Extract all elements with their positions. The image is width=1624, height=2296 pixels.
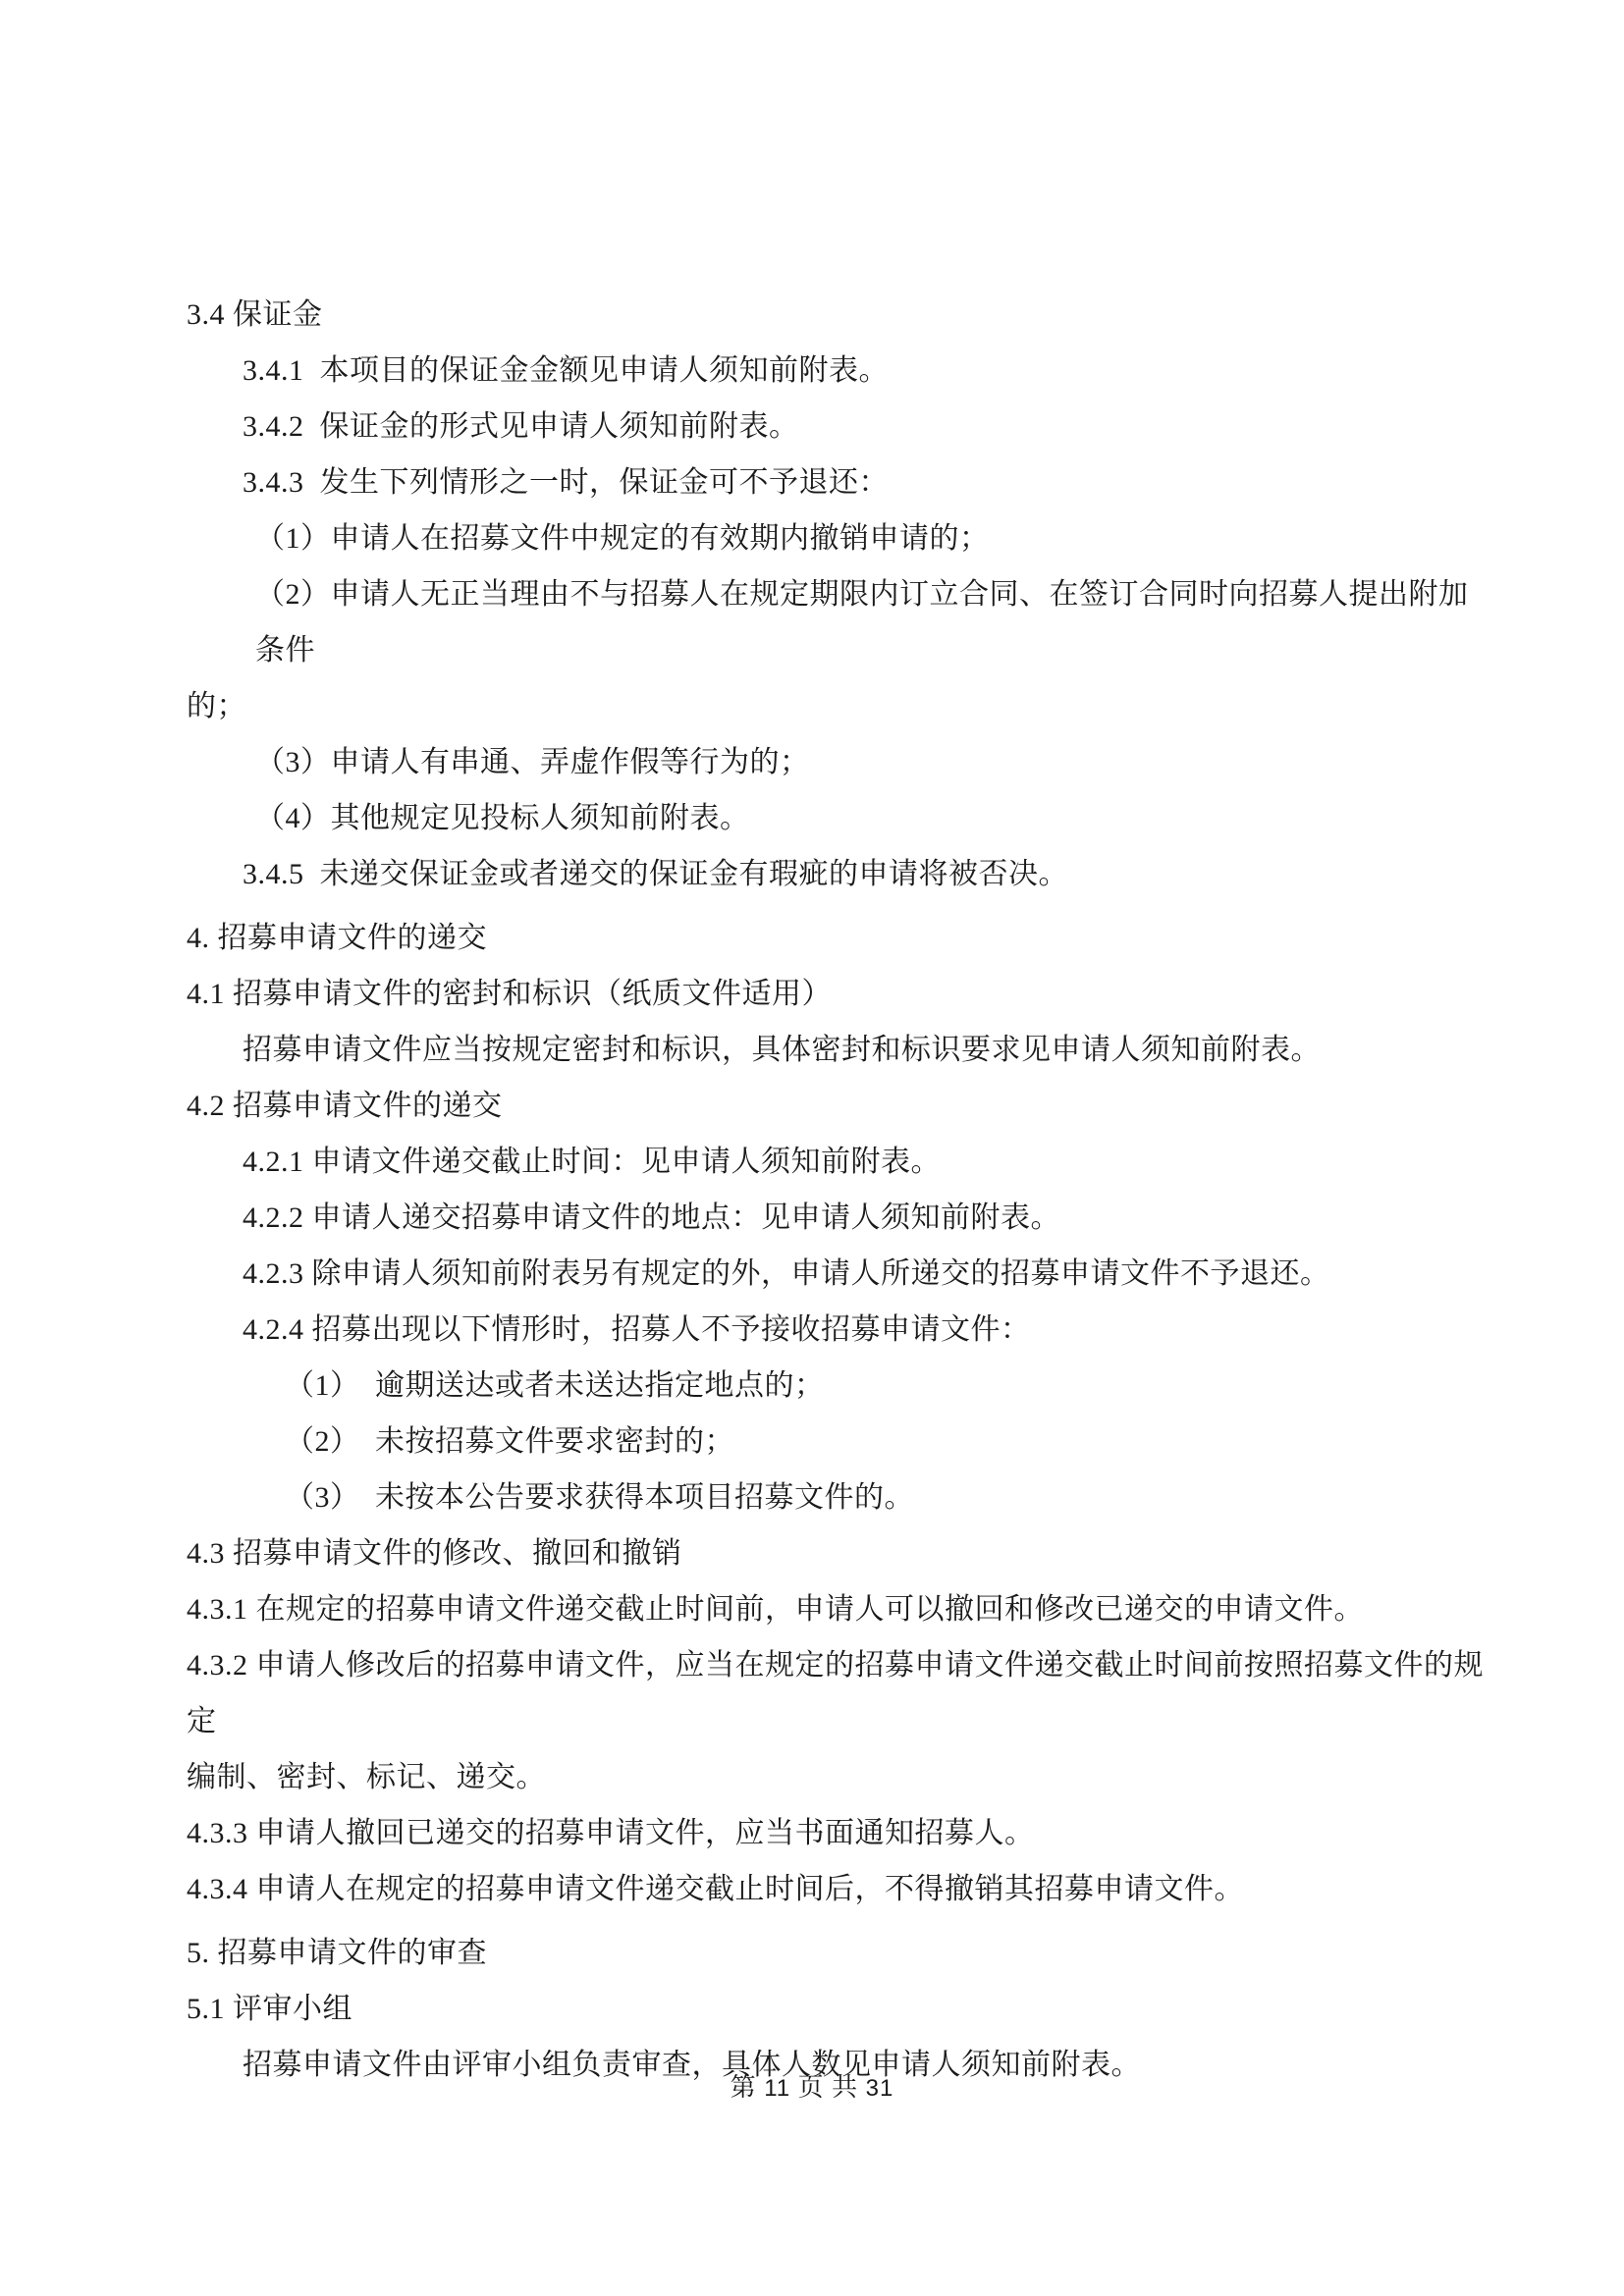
document-line: 招募申请文件应当按规定密封和标识，具体密封和标识要求见申请人须知前附表。 [243, 1034, 1321, 1066]
document-line: （1） 逾期送达或者未送达指定地点的； [285, 1369, 825, 1402]
document-line: 编制、密封、标记、递交。 [187, 1761, 546, 1793]
document-line: 4.3.4 申请人在规定的招募申请文件递交截止时间后，不得撤销其招募申请文件。 [187, 1873, 1244, 1905]
section-heading: 5.1 评审小组 [187, 1993, 352, 2025]
document-body [187, 287, 1492, 2093]
document-line: 4.2.3 除申请人须知前附表另有规定的外，申请人所递交的招募申请文件不予退还。 [243, 1257, 1330, 1290]
document-line: （2）申请人无正当理由不与招募人在规定期限内订立合同、在签订合同时向招募人提出附加条件 [255, 578, 1469, 667]
document-line: （3）申请人有串通、弄虚作假等行为的； [255, 746, 810, 778]
document-line: （4）其他规定见投标人须知前附表。 [255, 802, 750, 834]
document-line: 4.3.2 申请人修改后的招募申请文件，应当在规定的招募申请文件递交截止时间前按照招募文件的规定 [187, 1649, 1484, 1737]
document-line: 4.2.2 申请人递交招募申请文件的地点：见申请人须知前附表。 [243, 1201, 1060, 1234]
document-line: 3.4.5 未递交保证金或者递交的保证金有瑕疵的申请将被否决。 [243, 858, 1068, 890]
footer-label-page: 第 [730, 2073, 757, 2102]
document-line: 3.4.2 保证金的形式见申请人须知前附表。 [243, 410, 799, 443]
section-heading: 5. 招募申请文件的审查 [187, 1937, 487, 1969]
section-heading: 4.2 招募申请文件的递交 [187, 1090, 503, 1122]
document-line: 4.2.1 申请文件递交截止时间：见申请人须知前附表。 [243, 1146, 941, 1178]
document-line: 的； [187, 690, 246, 722]
document-line: 4.3.3 申请人撤回已递交的招募申请文件，应当书面通知招募人。 [187, 1817, 1035, 1849]
page-footer [0, 2067, 1624, 2104]
document-line: （3） 未按本公告要求获得本项目招募文件的。 [285, 1481, 914, 1514]
footer-total-pages: 31 [865, 2075, 894, 2102]
document-line: 3.4.3 发生下列情形之一时，保证金可不予退还： [243, 466, 889, 499]
document-line: （1）申请人在招募文件中规定的有效期内撤销申请的； [255, 522, 990, 555]
section-heading: 4. 招募申请文件的递交 [187, 922, 487, 954]
section-heading: 4.1 招募申请文件的密封和标识（纸质文件适用） [187, 978, 832, 1010]
section-heading: 3.4 保证金 [187, 298, 323, 331]
footer-label-total: 页 共 [797, 2073, 859, 2102]
document-line: 招募申请文件由评审小组负责审查，具体人数见申请人须知前附表。 [243, 2049, 1141, 2081]
document-line: 3.4.1 本项目的保证金金额见申请人须知前附表。 [243, 354, 889, 387]
section-heading: 4.3 招募申请文件的修改、撤回和撤销 [187, 1537, 682, 1570]
footer-current-page: 11 [764, 2075, 791, 2102]
document-line: 4.2.4 招募出现以下情形时，招募人不予接收招募申请文件： [243, 1313, 1031, 1346]
document-line: 4.3.1 在规定的招募申请文件递交截止时间前，申请人可以撤回和修改已递交的申请文件。 [187, 1593, 1364, 1626]
document-line: （2） 未按招募文件要求密封的； [285, 1425, 734, 1458]
